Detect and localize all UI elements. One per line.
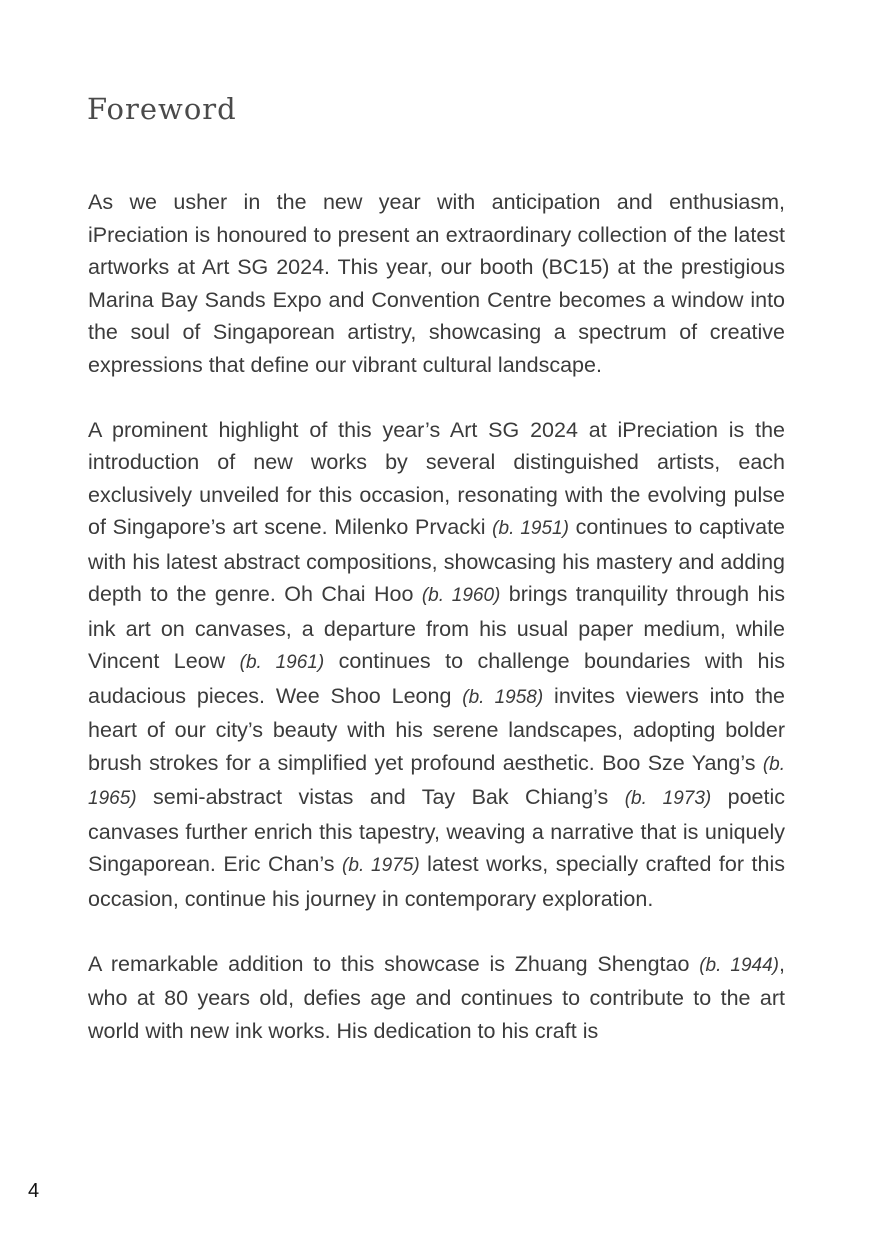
birth-year-note: (b. 1958) [462, 686, 544, 708]
paragraph-text: continues to challenge boundaries with his audacious pieces. Wee Shoo Leong [88, 649, 786, 708]
paragraph-3 [88, 948, 785, 1048]
paragraph-2 [88, 414, 785, 916]
page-number: 4 [28, 1180, 40, 1202]
paragraph-text: continues to captivate with his latest abstract compositions, showcasing his mastery and adding depth to the genre. Oh Chai Hoo [88, 515, 785, 606]
paragraph-text: brings tranquility through his ink art on canvases, a departure from his usual paper medium, while Vincent Leow [88, 582, 786, 673]
birth-year-note: (b. 1944) [699, 954, 780, 976]
paragraph-text: As we usher in the new year with anticipation and enthusiasm, iPreciation is honoured to present an extraordinary collection of the latest artworks at Art SG 2024. This year, our booth (BC15) at the prestigious Marina Bay Sands Expo and Convention Centre becomes a window into the soul of Singaporean artistry, showcasing a spectrum of creative expressions that define our vibrant cultural landscape. [88, 190, 785, 377]
paragraph-text: , who at 80 years old, defies age and continues to contribute to the art world with new ink works. His dedication to his craft is [88, 951, 785, 1043]
paragraph-text: poetic canvases further enrich this tapestry, weaving a narrative that is uniquely Singaporean. Eric Chan’s [88, 785, 785, 876]
paragraph-1 [88, 186, 785, 381]
birth-year-note: (b. 1965) [88, 753, 785, 809]
paragraph-text: A remarkable addition to this showcase is Zhuang Shengtao [88, 951, 700, 976]
birth-year-note: (b. 1960) [421, 585, 501, 606]
birth-year-note: (b. 1973) [624, 788, 712, 809]
paragraph-text: invites viewers into the heart of our city’s beauty with his serene landscapes, adopting bolder brush strokes for a simplified yet profound aesthetic. Boo Sze Yang’s [88, 683, 786, 775]
paragraph-text: A prominent highlight of this year’s Art SG 2024 at iPreciation is the introduction of new works by several distinguished artists, each exclusively unveiled for this occasion, resonating with the evolving pulse of Singapore’s art scene. Milenko Prvacki [88, 417, 785, 539]
paragraph-text: latest works, specially crafted for this occasion, continue his journey in contemporary exploration. [88, 852, 785, 911]
paragraph-text: semi-abstract vistas and Tay Bak Chiang’s [136, 785, 625, 809]
foreword-body [88, 186, 785, 1047]
page-title: Foreword [87, 92, 237, 126]
birth-year-note: (b. 1961) [239, 652, 325, 673]
birth-year-note: (b. 1975) [342, 855, 420, 876]
birth-year-note: (b. 1951) [492, 518, 569, 539]
